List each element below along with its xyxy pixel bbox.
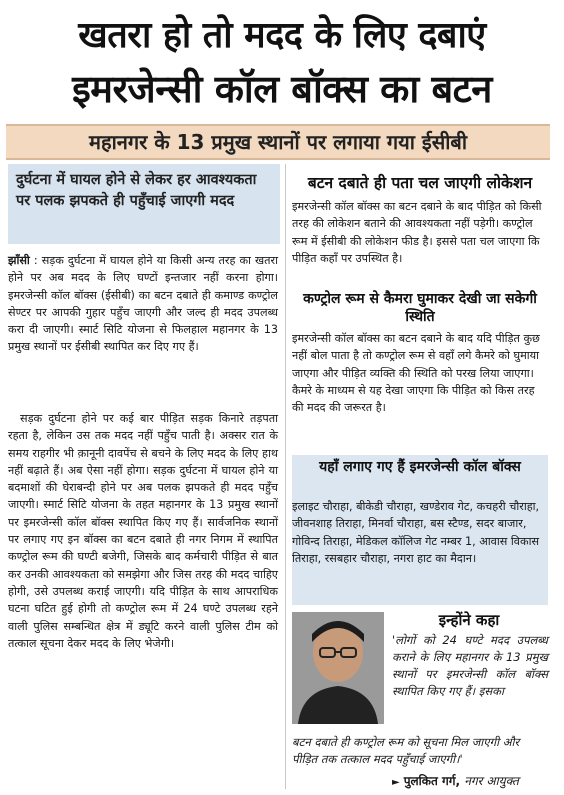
portrait-image — [292, 612, 384, 724]
section-2-body: इमरजेन्सी कॉल बॉक्स का बटन दबाने के बाद यदि पीड़ित कुछ नहीं बोल पाता है तो कण्ट्रोल रूम से वहाँ लगे कैमरे को घुमाया जाएगा और पीड़ित व्यक्ति की स्थिति को परख लिया जाएगा। कैमरे के माध्यम से यह देखा जाएगा कि पीड़ित को किस तरह की मदद की जरूरत है। — [292, 332, 540, 415]
headline-line-2: इमरजेन्सी कॉल बॉक्स का बटन — [72, 67, 492, 111]
subheadline: महानगर के 13 प्रमुख स्थानों पर लगाया गया ईसीबी — [89, 130, 467, 154]
highlight-box — [8, 164, 280, 244]
quote-heading: इन्होंने कहा — [438, 611, 500, 629]
left-para-1 — [8, 252, 278, 356]
left-para-2: सड़क दुर्घटना होने पर कई बार पीड़ित सड़क किनारे तड़पता रहता है, लेकिन उस तक मदद नहीं पहुँच पाती है। अक्सर रात के समय राहगीर भी क़ानूनी दावपेंच से बचने के लिए मदद के लिए हाथ नहीं बढ़ाते हैं। अब ऐसा नहीं होगा। सड़क दुर्घटना में घायल होने या बदमाशों की घेराबन्दी होने पर अब पलक झपकते ही मदद पहुँच जाएगी। स्मार्ट सिटि योजना के तहत महानगर के 13 प्रमुख स्थानों पर इमरजेन्सी कॉल बॉक्स स्थापित किए गए हैं। सार्वजनिक स्थानों पर लगाए गए इन बॉक्स का बटन दबाते ही नगर निगम में स्थापित कण्ट्रोल रूम की घण्टी बजेगी, जिसके बाद कर्मचारी पीड़ित से बात कर उनकी आवश्यकता को समझेगा और जिस तरह की मदद चाहिए होगी, उसे उपलब्ध कराई जाएगी। यदि पीड़ित के साथ आपराधिक घटना घटित हुई होगी तो कण्ट्रोल रूम में 24 घण्टे उपलब्ध रहने वाली पुलिस सम्बन्धित क्षेत्र में ड्यूटि करने वाली पुलिस टीम को तत्काल सूचना देकर मदद के लिए भेजेगी। — [8, 412, 278, 650]
quote-text-2: बटन दबाते ही कण्ट्रोल रूम को सूचना मिल जाएगी और पीड़ित तक तत्काल मदद पहुँचाई जाएगी।' — [292, 735, 520, 766]
subheadline-bar — [6, 124, 550, 160]
left-para-1-text: : सड़क दुर्घटना में घायल होने या किसी अन्य तरह का खतरा होने पर अब मदद के लिए घण्टों इन्तजार नहीं करना होगा। इमरजेन्सी कॉल बॉक्स (ईसीबी) का बटन दबाते ही कमाण्ड कण्ट्रोल सेण्टर पर आपकी गुहार पहुँच जाएगी और जल्द ही मदद उपलब्ध करा दी जाएगी। स्मार्ट सिटि योजना से फिलहाल महानगर के 13 प्रमुख स्थानों पर ईसीबी स्थापित कर दिए गए हैं। — [8, 254, 278, 354]
section-1-body: इमरजेन्सी कॉल बॉक्स का बटन दबाने के बाद पीड़ित को किसी तरह की लोकेशन बताने की आवश्यकता नहीं पड़ेगी। कण्ट्रोल रूम में ईसीबी की लोकेशन फीड है। इससे पता चल जाएगा कि पीड़ित कहाँ पर उपस्थित है। — [292, 200, 542, 265]
column-divider — [285, 164, 286, 789]
triangle-bullet-icon: ► — [392, 777, 400, 788]
headline-line-1: खतरा हो तो मदद के लिए दबाएं — [78, 15, 486, 56]
quote-text-1: 'लोगों को 24 घण्टे मदद उपलब्ध कराने के लिए महानगर के 13 प्रमुख स्थानों पर इमरजेन्सी कॉल बॉक्स स्थापित किए गए हैं। इसका — [392, 633, 548, 698]
section-3-title: यहाँ लगाए गए हैं इमरजेन्सी कॉल बॉक्स — [319, 459, 521, 475]
section-2-title: कण्ट्रोल रूम से कैमरा घुमाकर देखी जा सकेगी स्थिति — [303, 291, 537, 325]
section-1-title: बटन दबाते ही पता चल जाएगी लोकेशन — [307, 174, 533, 192]
section-3-body: इलाइट चौराहा, बीकेडी चौराहा, खण्डेराव गेट, कचहरी चौराहा, जीवनशाह तिराहा, मिनर्वा चौराहा, बस स्टैण्ड, सदर बाजार, गोविन्द तिराहा, मेडिकल कॉलिज गेट नम्बर 1, आवास विकास तिराहा, रसबहार चौराहा, नगरा हाट का मैदान। — [292, 500, 540, 565]
quote-name: पुलकित गर्ग, — [403, 774, 461, 788]
dateline: झाँसी — [8, 254, 30, 267]
quote-role: नगर आयुक्त — [464, 774, 519, 788]
commissioner-photo — [292, 612, 384, 724]
quote-attribution — [392, 772, 548, 792]
highlight-text: दुर्घटना में घायल होने से लेकर हर आवश्यकता पर पलक झपकते ही पहुँचाई जाएगी मदद — [16, 172, 257, 209]
